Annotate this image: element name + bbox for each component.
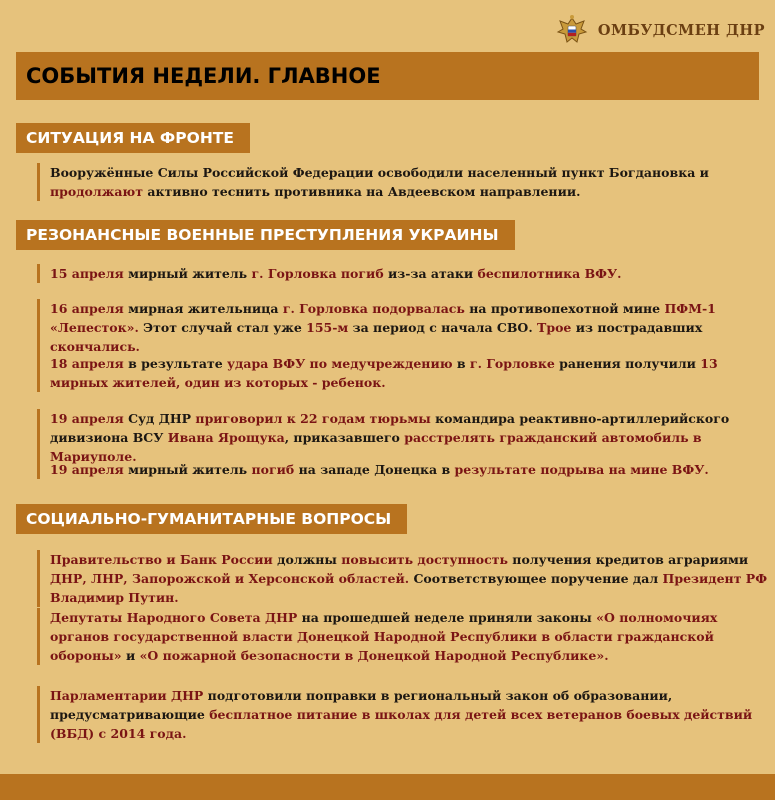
section-title: СИТУАЦИЯ НА ФРОНТЕ [26,129,234,147]
text-run: из-за атаки [383,266,478,281]
text-run: Соответствующее поручение дал [409,571,663,586]
highlighted-text: Депутаты Народного Совета ДНР [50,610,298,625]
text-run: должны [272,552,342,567]
highlighted-text: повысить доступность [341,552,508,567]
text-run: мирная жительница [123,301,283,316]
section-header-war-crimes [16,220,515,250]
text-run: за период с начала СВО. [348,320,538,335]
highlighted-text: г. Горловка подорвалась [282,301,465,316]
text-run: Суд ДНР [123,411,196,426]
text-run: Этот случай стал уже [138,320,307,335]
text-run: Вооружённые Силы Российской Федерации освободили населенный пункт Богдановка и [50,165,709,180]
highlighted-text: погиб [251,462,295,477]
highlighted-text: Парламентарии ДНР [50,688,204,703]
text-run: и [121,648,140,663]
footer-bar [0,774,775,800]
highlighted-text: продолжают [50,184,143,199]
text-run: на противопехотной мине [464,301,665,316]
news-item [37,163,770,201]
highlighted-text: беспилотника ВФУ. [477,266,622,281]
news-item [37,264,770,283]
highlighted-text: ДНР, ЛНР, Запорожской и Херсонской областей. [50,571,410,586]
news-item [37,409,770,466]
double-headed-eagle-icon [554,12,590,48]
page-title: СОБЫТИЯ НЕДЕЛИ. ГЛАВНОЕ [26,64,381,88]
highlighted-text: бесплатное питание в школах для детей всех ветеранов боевых действий (ВБД) с 2014 года. [50,707,753,741]
section-title: РЕЗОНАНСНЫЕ ВОЕННЫЕ ПРЕСТУПЛЕНИЯ УКРАИНЫ [26,226,499,244]
highlighted-text: Правительство и Банк России [50,552,273,567]
news-item [37,686,770,743]
text-run: на западе Донецка в [294,462,455,477]
section-header-social [16,504,407,534]
text-run: в [452,356,470,371]
page-title-bar [16,52,759,100]
highlighted-text: результате подрыва на мине ВФУ. [454,462,709,477]
news-item [37,550,770,607]
news-item [37,299,770,356]
highlighted-text: 18 апреля [50,356,124,371]
logo-text: ОМБУДСМЕН ДНР [597,21,765,39]
highlighted-text: расстрелять гражданский автомобиль в Мариуполе. [50,430,702,464]
highlighted-text: 155-м [306,320,349,335]
text-run: из пострадавших [571,320,703,335]
highlighted-text: г. Горловка погиб [251,266,384,281]
text-run: в результате [123,356,228,371]
text-run: получения кредитов аграриями [507,552,749,567]
highlighted-text: удара ВФУ по медучреждению [227,356,453,371]
text-run: активно теснить противника на Авдеевском направлении. [143,184,581,199]
highlighted-text: «О пожарной безопасности в Донецкой Народной Республике». [139,648,609,663]
highlighted-text: 13 мирных жителей, один из которых - ребенок. [50,356,718,390]
highlighted-text: г. Горловке [469,356,555,371]
section-title: СОЦИАЛЬНО-ГУМАНИТАРНЫЕ ВОПРОСЫ [26,510,392,528]
highlighted-text: ПФМ-1 «Лепесток». [50,301,716,335]
highlighted-text: Ивана Ярощука [167,430,285,445]
logo [554,12,765,48]
highlighted-text: Президент РФ Владимир Путин. [50,571,768,605]
text-run: , приказавшего [284,430,405,445]
highlighted-text: скончались. [50,339,140,354]
text-run: мирный житель [123,462,252,477]
section-header-front [16,123,250,153]
text-run: подготовили поправки в региональный закон об образовании, предусматривающие [50,688,673,722]
text-run: мирный житель [123,266,252,281]
text-run: командира реактивно-артиллерийского дивизиона ВСУ [50,411,730,445]
news-item [37,354,770,392]
news-item [37,608,770,665]
highlighted-text: 15 апреля [50,266,124,281]
highlighted-text: Трое [537,320,572,335]
highlighted-text: 16 апреля [50,301,124,316]
text-run: на прошедшей неделе приняли законы [297,610,597,625]
highlighted-text: 19 апреля [50,411,124,426]
highlighted-text: «О полномочиях органов государственной власти Донецкой Народной Республики в области гражданской обороны» [50,610,718,663]
highlighted-text: 19 апреля [50,462,124,477]
highlighted-text: приговорил к 22 годам тюрьмы [195,411,431,426]
text-run: ранения получили [554,356,701,371]
news-item [37,460,770,479]
